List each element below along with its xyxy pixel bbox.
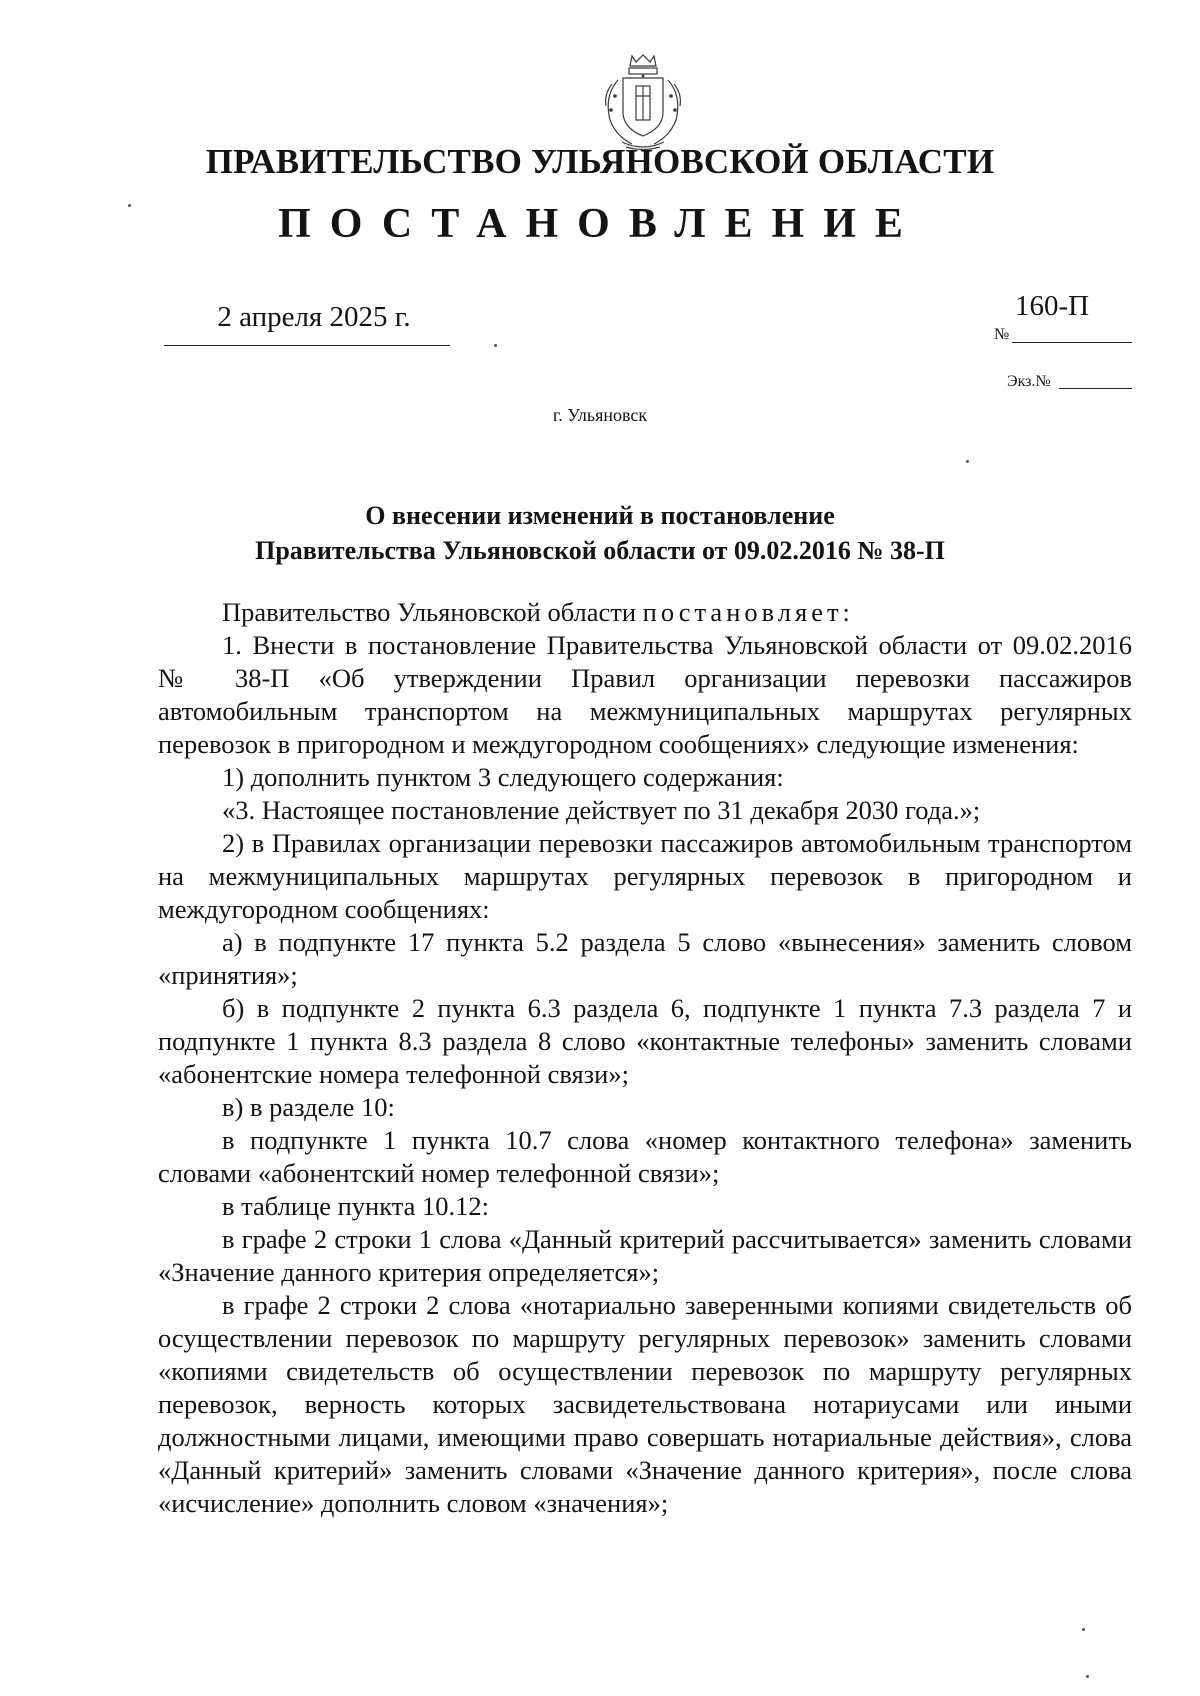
number-underline xyxy=(1012,342,1132,343)
document-number: 160-П xyxy=(1015,290,1090,322)
scan-speck xyxy=(966,460,969,463)
paragraph-11: в графе 2 строки 2 слова «нотариально заверенными копиями свидетельств об осуществлении перевозок по маршруту регулярных перевозок» заменить словами «копиями свидетельств об осуществлении перевозок по маршруту регулярных перевозок, верность которых засвидетельствована нотариусами или иными должностными лицами, имеющими право совершать нотариальные действия», слова «Данный критерий» заменить словами «Значение данного критерия», после слова «исчисление» дополнить словом «значения»; xyxy=(158,1290,1132,1518)
paragraph-8: в подпункте 1 пункта 10.7 слова «номер контактного телефона» заменить словами «абонентский номер телефонной связи»; xyxy=(158,1125,1132,1188)
preamble xyxy=(158,596,1132,629)
title-line-2: Правительства Ульяновской области от 09.02.2016 № 38-П xyxy=(255,536,945,565)
document-type: ПОСТАНОВЛЕНИЕ xyxy=(278,201,922,247)
number-label: № xyxy=(994,326,1010,343)
coat-of-arms-emblem xyxy=(596,52,690,152)
scan-speck xyxy=(1086,1675,1089,1678)
copy-number-underline xyxy=(1059,388,1132,389)
title-line-1: О внесении изменений в постановление xyxy=(365,501,835,530)
paragraph-6: б) в подпункте 2 пункта 6.3 раздела 6, подпункте 1 пункта 7.3 раздела 7 и подпункте 1 пункта 8.3 раздела 8 слово «контактные телефоны» заменить словами «абонентские номера телефонной связи»; xyxy=(158,993,1132,1089)
document-body xyxy=(158,596,1132,1520)
document-date: 2 апреля 2025 г. xyxy=(217,301,411,333)
scan-speck xyxy=(1082,1628,1085,1631)
scan-speck xyxy=(128,204,131,207)
paragraph-2: 1) дополнить пунктом 3 следующего содержания: xyxy=(222,762,784,792)
paragraph-10: в графе 2 строки 1 слова «Данный критерий рассчитывается» заменить словами «Значение данного критерия определяется»; xyxy=(158,1224,1132,1287)
paragraph-3: «3. Настоящее постановление действует по 31 декабря 2030 года.»; xyxy=(222,795,981,825)
document-title xyxy=(170,498,1030,568)
copy-number-label: Экз.№ xyxy=(1007,373,1051,390)
organization-name: ПРАВИТЕЛЬСТВО УЛЬЯНОВСКОЙ ОБЛАСТИ xyxy=(205,142,995,181)
city-name: г. Ульяновск xyxy=(552,405,648,425)
date-underline xyxy=(164,345,450,346)
scan-speck xyxy=(494,344,497,347)
paragraph-7: в) в разделе 10: xyxy=(222,1092,395,1122)
paragraph-9: в таблице пункта 10.12: xyxy=(222,1191,490,1221)
paragraph-1: 1. Внести в постановление Правительства Ульяновской области от 09.02.2016 № 38-П «Об утверждении Правил организации перевозки пассажиров автомобильным транспортом на межмуниципальных маршрутах регулярных перевозок в пригородном и междугородном сообщениях» следующие изменения: xyxy=(158,630,1132,759)
paragraph-4: 2) в Правилах организации перевозки пассажиров автомобильным транспортом на межмуниципальных маршрутах регулярных перевозок в пригородном и междугородном сообщениях: xyxy=(158,828,1132,924)
preamble-subject: Правительство Ульяновской области xyxy=(222,597,637,627)
preamble-verb: постановляет: xyxy=(642,597,854,627)
paragraph-5: а) в подпункте 17 пункта 5.2 раздела 5 слово «вынесения» заменить словом «принятия»; xyxy=(158,927,1132,990)
